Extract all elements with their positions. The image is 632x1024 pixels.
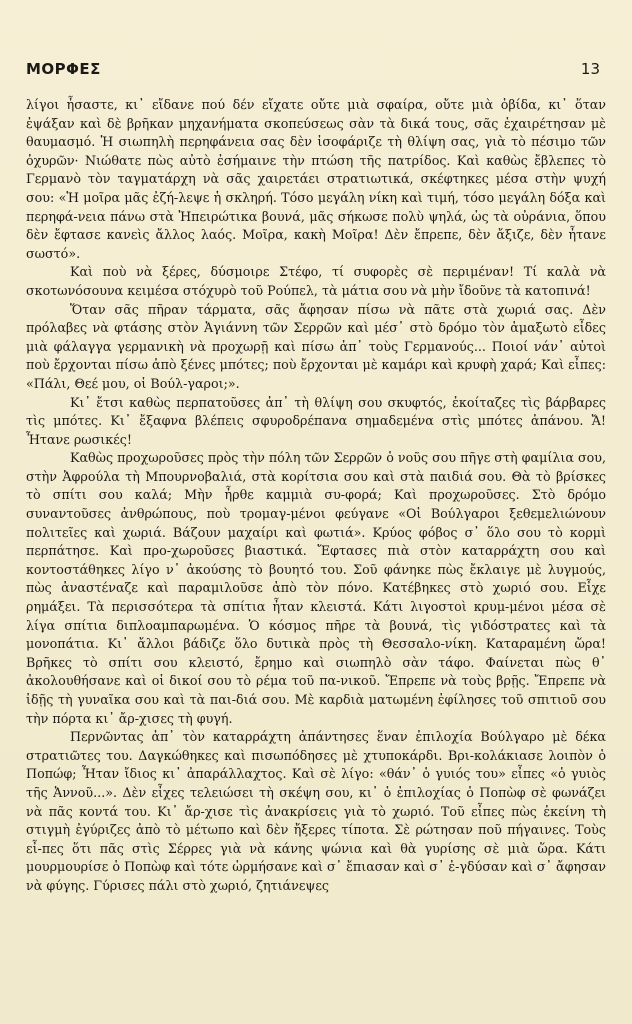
page-header [26,60,606,78]
paragraph: Κι᾽ ἔτσι καθὼς περπατοῦσες ἀπ᾽ τὴ θλίψη σου σκυφτός, ἐκοίταζες τὶς βάρβαρες τὶς μπότες. Κι᾽ ἔξαφνα βλέπεις σφυροδρέπανα σημαδεμένα στὶς μπότες ἀπάνου. Ἄ! Ἦτανε ρωσικές! [26,394,606,447]
paragraph: Καθὼς προχωροῦσες πρὸς τὴν πόλη τῶν Σερρῶν ὁ νοῦς σου πῆγε στὴ φαμίλια σου, στὴν Ἀφρούλα τὴ Μπουρνοβαλιά, στὰ κορίτσια σου καὶ στὰ παιδιά σου. Θὰ τὸ βρίσκες τὸ σπίτι σου καλά; Μὴν ἦρθε καμμιὰ συ-φορά; Καὶ προχωροῦσες. Στὸ δρόμο συναντοῦσες ἀνθρώπους, ποὺ τρομαγ-μένοι φεύγανε «Οἱ Βούλγαροι ξεθεμελιώνουν πολιτεῖες καὶ χωριά. Βάζουν μαχαίρι καὶ φωτιά». Κρύος φόβος σ᾽ ὅλο σου τὸ κορμὶ περπάτησε. Καὶ προ-χωροῦσες βιαστικά. Ἔφτασες πιὰ στὸν καταρράχτη σου καὶ κοντοστάθηκες λίγο ν᾽ ἀκούσης τὸ βουητό του. Σοῦ φάνηκε πὼς ἔκλαιγε μὲ λυγμούς, πὼς ἀναστέναζε καὶ παραμιλοῦσε ἀπὸ τὸν πόνο. Κατέβηκες στὸ χωριό σου. Εἶχε ρημάξει. Τὰ περισσότερα τὰ σπίτια ἦταν κλειστά. Κάτι λιγοστοὶ κρυμ-μένοι μέσα σὲ λίγα σπίτια διπλοαμπαρωμένα. Ὁ κόσμος πῆρε τὰ βουνά, τὶς γιδόστρατες καὶ τὰ μονοπάτια. Κι᾽ ἄλλοι βάδιζε ὅλο δυτικὰ πρὸς τὴ Θεσσαλο-νίκη. Καταραμένη ὥρα! Βρῆκες τὸ σπίτι σου κλειστό, ἔρημο καὶ σιωπηλὸ σὰν τάφο. Φαίνεται πὼς θ᾽ ἀκολουθήσανε καὶ οἱ δικοί σου τὸ ρέμα τοῦ πα-νικοῦ. Ἔπρεπε νὰ τοὺς βρῇς. Ἔπρεπε νὰ ἰδῇς τὴ γυναῖκα σου καὶ τὰ παι-διά σου. Μὲ καρδιὰ ματωμένη ἐφίλησες τοῦ σπιτιοῦ σου τὴν πόρτα κι᾽ ἄρ-χισες τὴ φυγή. [26,450,606,726]
paragraph: λίγοι ἦσαστε, κι᾽ εἴδανε πού δέν εἴχατε οὔτε μιὰ σφαίρα, οὔτε μιὰ ὀβίδα, κι᾽ ὅταν ἐψάξαν καὶ δὲ βρῆκαν μηχανήματα σκοπεύσεως σὰν τὰ δικά τους, σᾶς ἐχαιρέτησαν μὲ θαυμασμό. Ἡ σιωπηλὴ περηφάνεια σας δὲν ἰσοφάριζε τὴ θλίψη σας, γιὰ τὸ πέσιμο τῶν ὀχυρῶν· Νιώθατε πὼς αὐτὸ ἐσήμαινε τὴν πτώση τῆς πατρίδος. Καὶ καθὼς ἔβλεπες τὸ Γερμανὸ τὸν ταγματάρχη νὰ σᾶς χαιρετάει στρατιωτικά, σκέφτηκες μέσα στὴν ψυχή σου: «Ἡ μοῖρα μᾶς ἐζή-λεψε ἡ σκληρή. Τόσο μεγάλη νίκη καὶ τιμή, τόσο μεγάλη δόξα καὶ περηφά-νεια πάνω στὰ Ἠπειρώτικα βουνά, μᾶς σήκωσε πολὺ ψηλά, ὡς τὰ οὐράνια, ὅπου δὲν ἔφτασε κανεὶς ἄλλος λαός. Μοῖρα, κακὴ Μοῖρα! Δὲν ἔπρεπε, δὲν ἄξιζε, δὲν ἦτανε σωστό». [26,97,606,261]
page-number: 13 [580,60,600,78]
body-text [26,96,606,896]
paragraph: Περνῶντας ἀπ᾽ τὸν καταρράχτη ἀπάντησες ἕναν ἐπιλοχία Βούλγαρο μὲ δέκα στρατιῶτες του. Δαγκώθηκες καὶ πισωπόδησες μὲ χτυποκάρδι. Βρι-κολάκιασε λοιπὸν ὁ Ποπώφ; Ἦταν ἴδιος κι᾽ ἀπαράλλαχτος. Καὶ σὲ λίγο: «θάν᾽ ὁ γυιός του» εἶπες «ὁ γυιὸς τῆς Ἀννοῦ...». Δὲν εἶχες τελειώσει τὴ σκέψη σου, κι᾽ ὁ ἐπιλοχίας ὁ Ποπὼφ σὲ φωνάζει νὰ πᾶς κοντά του. Κι᾽ ἄρ-χισε τὶς ἀνακρίσεις γιὰ τὸ χωριό. Τοῦ εἶπες πὼς ἐκείνη τὴ στιγμὴ ἐγύριζες ἀπὸ τὸ μέτωπο καὶ δὲν ἤξερες τίποτα. Σὲ ρώτησαν ποῦ πήγαινες. Τοὺς εἶ-πες ὅτι πᾶς στὶς Σέρρες γιὰ νὰ κάνης ψώνια καὶ θὰ γυρίσης σὲ μιὰ ὥρα. Κάτι μουρμουρίσε ὁ Ποπὼφ καὶ τότε ὡρμήσανε καὶ σ᾽ ἔπιασαν καὶ σ᾽ ἐ-γδύσαν καὶ σ᾽ ἄφησαν νὰ φύγης. Γύρισες πάλι στὸ χωριό, ζητιάνεψες [26,729,606,893]
paragraph: Ὅταν σᾶς πῆραν τάρματα, σᾶς ἄφησαν πίσω νὰ πᾶτε στὰ χωριά σας. Δὲν πρόλαβες νὰ φτάσης στὸν Ἀγιάννη τῶν Σερρῶν καὶ μέσ᾽ στὸ δρόμο τὸν ἁμαξωτὸ εἶδες μιὰ φάλαγγα γερμανικὴ νὰ προχωρῇ καὶ πίσω ἀπ᾽ τοὺς Γερμανούς... Ποιοί νάν᾽ αὐτοὶ ποὺ ἔρχονται πίσω ἀπὸ ξένες μπότες; ποὺ ἔρχονται μὲ καμάρι καὶ κρυφὴ χαρά; Καὶ εἶπες: «Πάλι, Θεέ μου, οἱ Βούλ-γαροι;». [26,301,606,391]
running-title: ΜΟΡΦΕΣ [26,60,101,78]
paragraph: Καὶ ποὺ νὰ ξέρες, δύσμοιρε Στέφο, τί συφορὲς σὲ περιμέναν! Τί καλὰ νὰ σκοτωνόσουνα κειμέσα στόχυρὸ τοῦ Ρούπελ, τὰ μάτια σου νὰ μὴν ἴδοῦνε τὰ κατοπινά! [26,264,606,298]
